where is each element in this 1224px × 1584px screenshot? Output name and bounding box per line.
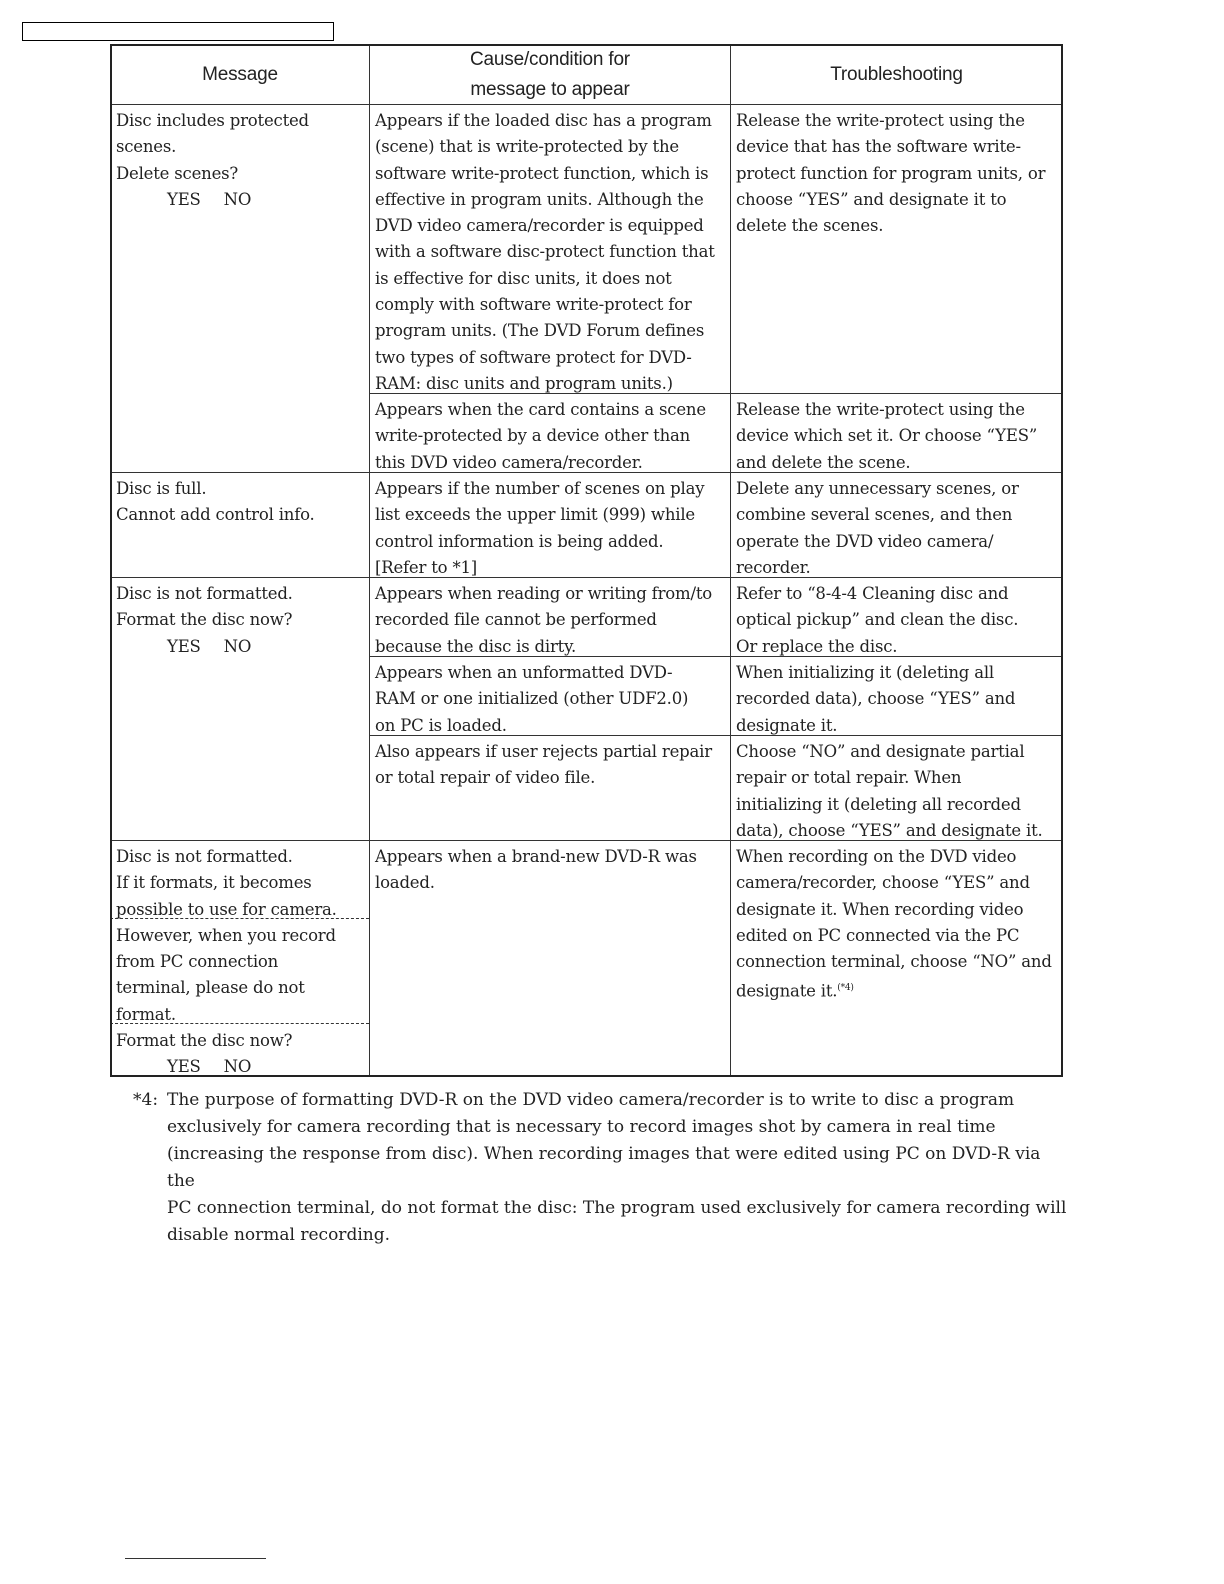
troubleshooting-cell: Release the write-protect using the device which set it. Or choose “YES” and delete the scene. [730,393,1063,473]
troubleshooting-cell: When initializing it (deleting all recorded data), choose “YES” and designate it. [730,656,1063,736]
dashed-divider [110,918,369,919]
message-cell: Disc is full. Cannot add control info. [110,472,370,578]
yes-no-options: YES NO [167,189,252,209]
troubleshooting-cell: Choose “NO” and designate partial repair or total repair. When initializing it (deleting all recorded data), choose “YES” and designate it. [730,735,1063,841]
yes-no-options: YES NO [167,636,252,656]
message-text: Disc is not formatted. If it formats, it becomes possible to use for camera. [116,847,337,919]
header-box [22,22,334,41]
yes-no-options: YES NO [167,1057,252,1077]
footnote-mark: *4: [133,1090,159,1110]
cause-cell: Appears when the card contains a scene write-protected by a device other than this DVD video camera/recorder. [369,393,731,473]
cause-cell: Appears when reading or writing from/to recorded file cannot be performed because the disc is dirty. [369,577,731,657]
footnote-text: The purpose of formatting DVD-R on the DVD video camera/recorder is to write to disc a program exclusively for camera recording that is necessary to record images shot by camera in real time (increasing the response from disc). When recording images that were edited using PC on DVD-R via the PC connection terminal, do not format the disc: The program used exclusively for camera recording will disable normal recording. [167,1090,1067,1245]
troubleshooting-cell [730,840,1063,1077]
header-message: Message [110,44,370,105]
troubleshooting-text: When recording on the DVD video camera/recorder, choose “YES” and designate it. When recording video edited on PC connected via the PC connection terminal, choose “NO” and designate it. [736,847,1052,1001]
message-cell [110,840,370,1077]
bottom-rule [125,1558,266,1559]
header-troubleshooting: Troubleshooting [730,44,1063,105]
cause-cell: Appears if the loaded disc has a program (scene) that is write-protected by the software write-protect function, which is effective in program units. Although the DVD video camera/recorder is equipped with a software disc-protect function that is effective for disc units, it does not comply with software write-protect for program units. (The DVD Forum defines two types of software protect for DVD- RAM: disc units and program units.) [369,104,731,394]
cause-cell: Also appears if user rejects partial repair or total repair of video file. [369,735,731,841]
troubleshooting-cell: Release the write-protect using the device that has the software write- protect function for program units, or choose “YES” and designate it to delete the scenes. [730,104,1063,394]
message-cell [110,104,370,473]
dashed-divider [110,1023,369,1024]
troubleshooting-cell: Delete any unnecessary scenes, or combine several scenes, and then operate the DVD video camera/ recorder. [730,472,1063,578]
message-text: Format the disc now? [116,1031,293,1051]
message-cell [110,577,370,841]
header-cause: Cause/condition for message to appear [369,44,731,105]
message-warning: However, when you record from PC connection terminal, please do not format. [116,925,336,1024]
cause-cell: Appears when a brand-new DVD-R was loaded. [369,840,731,1077]
cause-cell: Appears when an unformatted DVD- RAM or one initialized (other UDF2.0) on PC is loaded. [369,656,731,736]
message-text: Disc is not formatted. Format the disc now? [116,584,293,630]
troubleshooting-cell: Refer to “8-4-4 Cleaning disc and optical pickup” and clean the disc. Or replace the disc. [730,577,1063,657]
footnote-ref: (*4) [837,983,854,994]
cause-cell: Appears if the number of scenes on play list exceeds the upper limit (999) while control information is being added. [Refer to *1] [369,472,731,578]
message-text: Disc includes protected scenes. Delete scenes? [116,111,309,183]
